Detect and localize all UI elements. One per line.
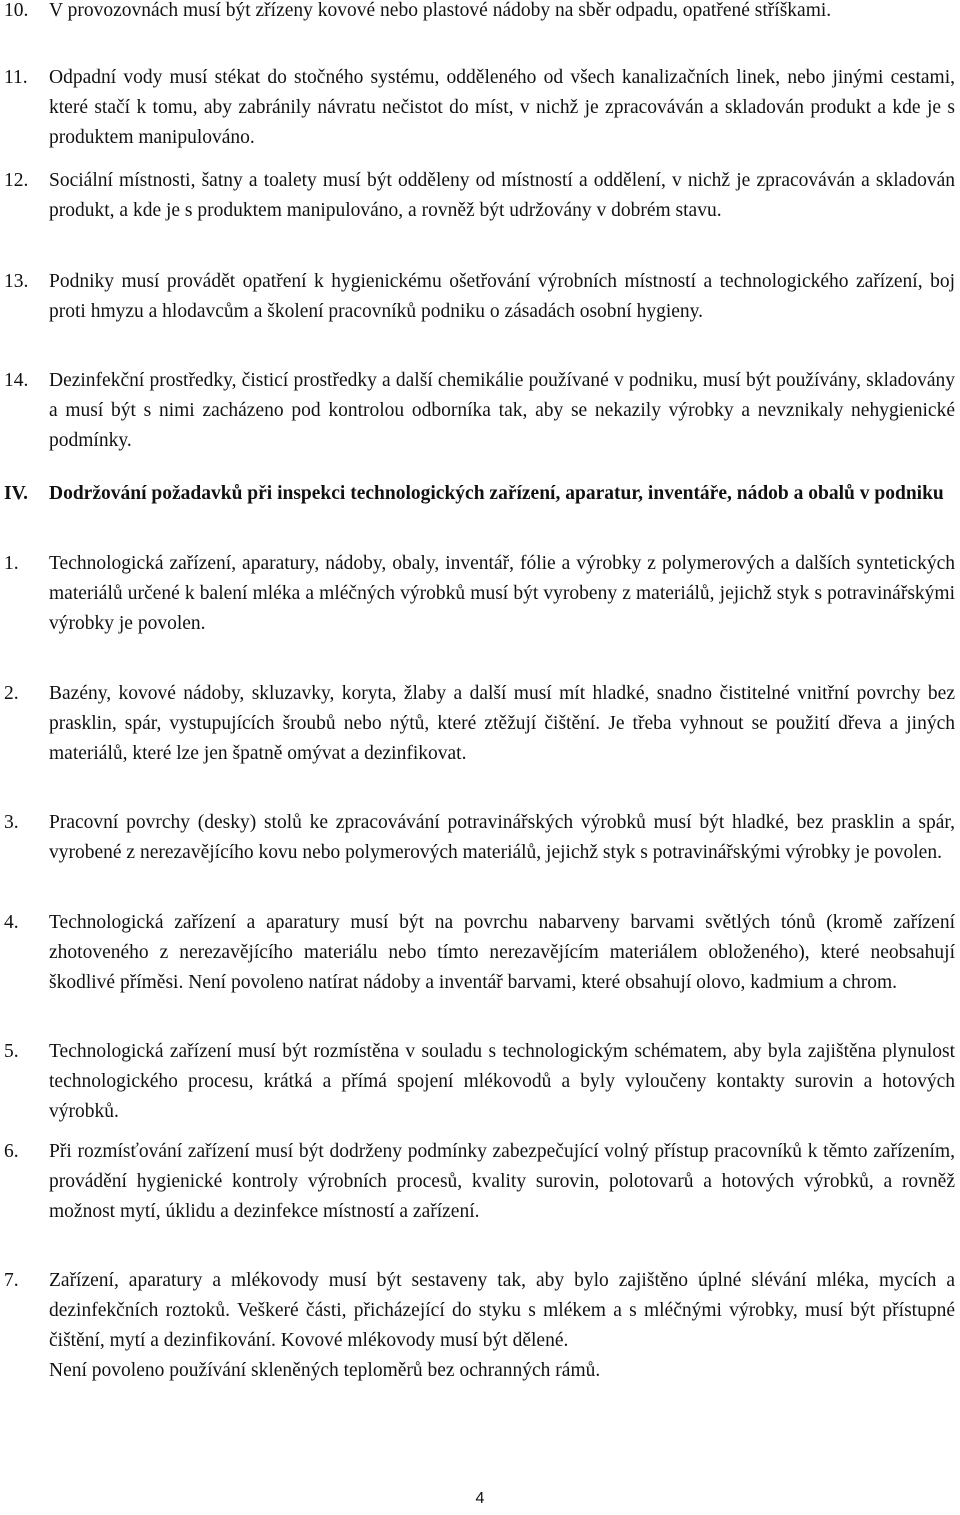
list-item — [0, 0, 955, 26]
item-text: Pracovní povrchy (desky) stolů ke zpracovávání potravinářských výrobků musí být hladké, bez prasklin a spár, vyrobené z nerezavějícího kovu nebo polymerových materiálů, jejichž styk s potravinářskými výrobky je povolen. — [49, 812, 955, 863]
section-heading — [0, 479, 955, 509]
list-item — [0, 63, 955, 153]
item-text: Dezinfekční prostředky, čisticí prostředky a další chemikálie používané v podniku, musí být používány, skladovány a musí být s nimi zacházeno pod kontrolou odborníka tak, aby se nekazily výrobky a nevznikaly nehygienické podmínky. — [49, 370, 955, 451]
item-number: 10. — [4, 0, 29, 21]
item-number: 12. — [4, 170, 29, 191]
item-text: Podniky musí provádět opatření k hygienickému ošetřování výrobních místností a technologického zařízení, boj proti hmyzu a hlodavcům a školení pracovníků podniku o zásadách osobní hygieny. — [49, 271, 955, 322]
item-number: 14. — [4, 370, 29, 391]
list-item — [0, 549, 955, 639]
list-item — [0, 1037, 955, 1127]
list-item — [0, 679, 955, 769]
item-text: Zařízení, aparatury a mlékovody musí být sestaveny tak, aby bylo zajištěno úplné slévání mléka, mycích a dezinfekčních roztoků. Veškeré části, přicházející do styku s mlékem a s mléčnými výrobky, musí být přístupné čištění, mytí a dezinfikování. Kovové mlékovody musí být dělené. — [49, 1270, 955, 1351]
section-title: Dodržování požadavků při inspekci technologických zařízení, aparatur, inventáře, nádob a obalů v podniku — [49, 483, 944, 504]
item-number: 4. — [4, 912, 19, 933]
list-item — [0, 267, 955, 327]
page-number: 4 — [475, 1490, 485, 1507]
item-number: 7. — [4, 1270, 19, 1291]
item-text: Odpadní vody musí stékat do stočného systému, odděleného od všech kanalizačních linek, nebo jinými cestami, které stačí k tomu, aby zabránily návratu nečistot do míst, v nichž je zpracováván a skladován produkt a kde je s produktem manipulováno. — [49, 67, 955, 148]
section-number: IV. — [4, 483, 29, 504]
item-text: Při rozmísťování zařízení musí být dodrženy podmínky zabezpečující volný přístup pracovníků k těmto zařízením, provádění hygienické kontroly výrobních procesů, kvality surovin, polotovarů a hotových výrobků, a rovněž možnost mytí, úklidu a dezinfekce místností a zařízení. — [49, 1141, 955, 1222]
item-text: Sociální místnosti, šatny a toalety musí být odděleny od místností a oddělení, v nichž je zpracováván a skladován produkt, a kde je s produktem manipulováno, a rovněž být udržovány v dobrém stavu. — [49, 170, 955, 221]
item-text: Technologická zařízení, aparatury, nádoby, obaly, inventář, fólie a výrobky z polymerových a dalších syntetických materiálů určené k balení mléka a mléčných výrobků musí být vyrobeny z materiálů, jejichž styk s potravinářskými výrobky je povolen. — [49, 553, 955, 634]
item-text: Bazény, kovové nádoby, skluzavky, koryta, žlaby a další musí mít hladké, snadno čistitelné vnitřní povrchy bez prasklin, spár, vystupujících šroubů nebo nýtů, které ztěžují čištění. Je třeba vyhnout se použití dřeva a jiných materiálů, které lze jen špatně omývat a dezinfikovat. — [49, 683, 955, 764]
item-number: 1. — [4, 553, 19, 574]
list-item — [0, 366, 955, 456]
list-item — [0, 1137, 955, 1227]
item-text: V provozovnách musí být zřízeny kovové nebo plastové nádoby na sběr odpadu, opatřené stříškami. — [49, 0, 832, 21]
list-item — [0, 1266, 955, 1386]
item-number: 11. — [4, 67, 28, 88]
item-number: 3. — [4, 812, 19, 833]
list-item — [0, 908, 955, 998]
item-number: 13. — [4, 271, 29, 292]
item-text: Technologická zařízení musí být rozmístěna v souladu s technologickým schématem, aby byla zajištěna plynulost technologického procesu, krátká a přímá spojení mlékovodů a byly vyloučeny kontakty surovin a hotových výrobků. — [49, 1041, 955, 1122]
item-note: Není povoleno používání skleněných teploměrů bez ochranných rámů. — [49, 1360, 601, 1381]
item-number: 5. — [4, 1041, 19, 1062]
item-number: 2. — [4, 683, 19, 704]
item-number: 6. — [4, 1141, 19, 1162]
list-item — [0, 166, 955, 226]
list-item — [0, 808, 955, 868]
item-text: Technologická zařízení a aparatury musí být na povrchu nabarveny barvami světlých tónů (kromě zařízení zhotoveného z nerezavějícího materiálu nebo tímto nerezavějícím materiálem obloženého), které neobsahují škodlivé příměsi. Není povoleno natírat nádoby a inventář barvami, které obsahují olovo, kadmium a chrom. — [49, 912, 955, 993]
